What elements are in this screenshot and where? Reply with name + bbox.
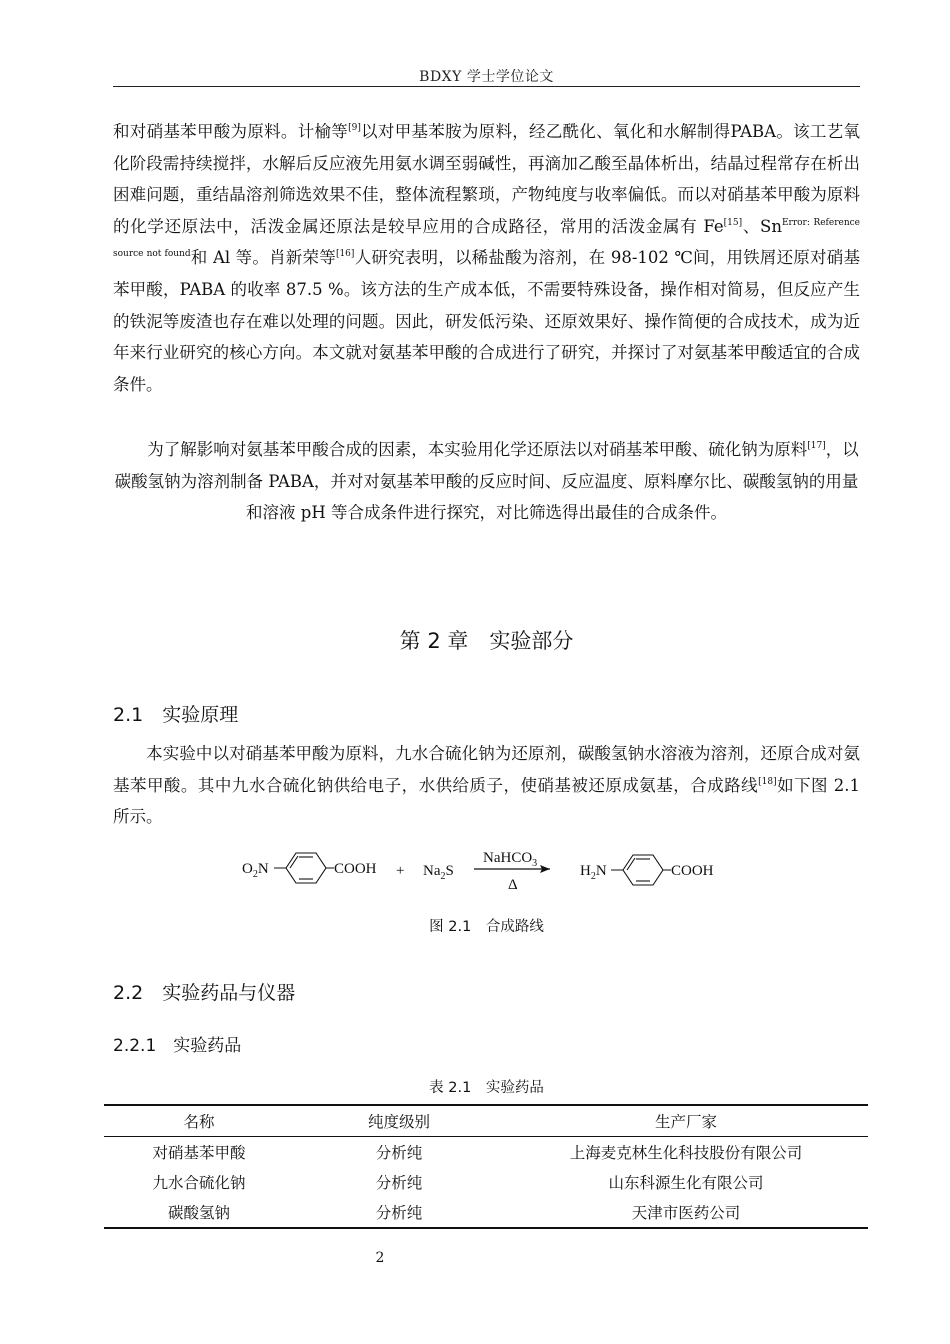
text-run: 和 Al 等。肖新荣等 xyxy=(190,248,336,268)
cell-name: 九水合硫化钠 xyxy=(152,1174,246,1192)
chapter-title: 第 2 章 实验部分 xyxy=(399,629,574,653)
column-header-purity: 纯度级别 xyxy=(367,1113,430,1131)
intro-paragraph-2 xyxy=(113,434,860,529)
cell-name: 对硝基苯甲酸 xyxy=(152,1144,246,1162)
section-2-2-title: 2.2 实验药品与仪器 xyxy=(113,982,296,1004)
cell-purity: 分析纯 xyxy=(375,1144,423,1162)
citation: [17] xyxy=(807,441,826,451)
citation: [16] xyxy=(335,249,355,260)
table-row xyxy=(104,1137,868,1168)
section-2-2-1-title: 2.2.1 实验药品 xyxy=(113,1036,242,1056)
page-number: 2 xyxy=(375,1250,385,1266)
reactant-carboxyl: COOH xyxy=(334,861,377,877)
column-header-manufacturer: 生产厂家 xyxy=(654,1113,717,1131)
table-row xyxy=(104,1197,868,1228)
table-header-row xyxy=(104,1105,868,1137)
text-run: 以对甲基苯胺为原料，经乙酰化、氧化和水解制得PABA。该工艺氧化阶段需持续搅拌，水解后反应液先用氨水调至弱碱性，再滴加乙酸至晶体析出，结晶过程常存在析出困难问题，重结晶溶剂筛选效果不佳，整体流程繁琐，产物纯度与收率偏低。而以对硝基苯甲酸为原料的化学还原法中，活泼金属还原法是较早应用的合成路径，常用的活泼金属有 Fe xyxy=(113,122,861,236)
figure-caption: 图 2.1 合成路线 xyxy=(429,919,544,935)
reactant-nitro-group: $O_2N$ xyxy=(242,861,269,880)
cell-purity: 分析纯 xyxy=(375,1174,423,1192)
table-caption: 表 2.1 实验药品 xyxy=(429,1080,544,1096)
section-2-1-paragraph xyxy=(113,738,860,833)
table-row xyxy=(104,1167,868,1197)
intro-paragraph-1 xyxy=(113,116,860,400)
plus-sign: + xyxy=(396,863,405,879)
text-run: 如下图 2.1 所示。 xyxy=(113,775,860,827)
cell-name: 碳酸氢钠 xyxy=(167,1204,230,1222)
citation-error: Error: Reference source not found xyxy=(113,217,860,260)
text-run: ，以碳酸氢钠为溶剂制备 PABA，并对对氨基苯甲酸的反应时间、反应温度、原料摩尔比、碳酸氢钠的用量和溶液 pH 等合成条件进行探究，对比筛选得出最佳的合成条件。 xyxy=(114,440,859,523)
cell-manufacturer: 天津市医药公司 xyxy=(631,1204,741,1222)
reagents-table xyxy=(104,1104,868,1229)
condition-heat: Δ xyxy=(508,877,518,893)
reaction-scheme xyxy=(230,843,740,903)
citation: [9] xyxy=(348,123,361,133)
benzene-ring-product xyxy=(623,855,663,885)
product-amino-group: $H_2N$ xyxy=(580,863,607,882)
benzene-ring-reactant xyxy=(286,853,326,883)
citation: [18] xyxy=(758,776,777,787)
text-run: 为了解影响对氨基苯甲酸合成的因素，本实验用化学还原法以对硝基苯甲酸、硫化钠为原料 xyxy=(147,440,808,459)
text-run: 、Sn xyxy=(742,216,782,236)
running-header: BDXY 学士学位论文 xyxy=(419,69,554,85)
cell-manufacturer: 山东科源生化有限公司 xyxy=(608,1174,764,1192)
condition-reagent: NaHCO$_3$ xyxy=(483,850,538,869)
section-2-1-title: 2.1 实验原理 xyxy=(113,704,239,726)
text-run: 本实验中以对硝基苯甲酸为原料，九水合硫化钠为还原剂，碳酸氢钠水溶液为溶剂，还原合成对氨基苯甲酸。其中九水合硫化钠供给电子，水供给质子，使硝基被还原成氨基，合成路线 xyxy=(113,744,860,795)
product-carboxyl: COOH xyxy=(671,863,714,879)
header-rule xyxy=(113,86,860,87)
reagent-sodium-sulfide: $Na_2S$ xyxy=(423,863,454,882)
citation: [15] xyxy=(723,217,743,228)
text-run: 和对硝基苯甲酸为原料。计榆等 xyxy=(113,122,349,141)
cell-manufacturer: 上海麦克林生化科技股份有限公司 xyxy=(569,1144,803,1162)
text-run: 人研究表明，以稀盐酸为溶剂，在 98-102 ℃间，用铁屑还原对硝基苯甲酸，PABA 的收率 87.5 %。该方法的生产成本低，不需要特殊设备，操作相对简易，但反应产生的铁泥等废渣也存在难以处理的问题。因此，研发低污染、还原效果好、操作简便的合成技术，成为近年来行业研究的核心方向。本文就对氨基苯甲酸的合成进行了研究，并探讨了对氨基苯甲酸适宜的合成条件。 xyxy=(113,248,860,394)
cell-purity: 分析纯 xyxy=(375,1204,423,1222)
column-header-name: 名称 xyxy=(183,1113,215,1131)
